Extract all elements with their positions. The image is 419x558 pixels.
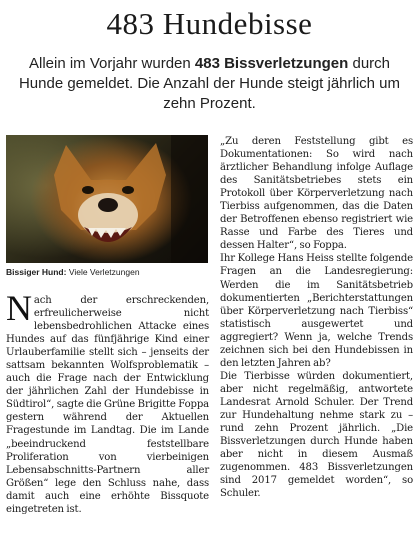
photo-caption xyxy=(6,267,216,278)
article-column-right xyxy=(220,135,413,500)
article-column-left xyxy=(6,288,209,516)
subhead-pre: Allein im Vorjahr wurden xyxy=(28,55,195,72)
dog-photo xyxy=(6,135,208,263)
headline: 483 Hundebisse xyxy=(106,6,313,41)
dog-photo-icon xyxy=(6,135,208,263)
lead-paragraph xyxy=(6,288,209,516)
subhead-bold: 483 Bissverletzungen xyxy=(194,55,349,72)
subheadline xyxy=(14,54,405,114)
subhead-post: durch Hunde gemeldet. Die Anzahl der Hunde steigt jährlich um zehn Prozent. xyxy=(18,55,401,112)
paragraph-2: Ihr Kollege Hans Heiss stellte folgende Fragen an die Landesregierung: Werden die im Sanitätsbetrieb dokumentierten „Berichterstattungen über Körperverletzung nach Tierbiss“ statistisch ausgewertet und aggregiert? Wenn ja, welche Trends zeichnen sich bei den Hundebissen in den letzten Jahren ab? xyxy=(220,253,413,369)
lead-text: ach der erschreckenden, erfreulicherweise nicht lebensbedrohlichen Attacke eines Hundes auf das fünfjährige Kind einer Urlauberfamilie stellt sich – jenseits der sattsam bekannten Wolfsproblematik – auch die Frage nach der Entwicklung der jährlichen Zahl der Hundebisse in Südtirol“, sagte die Grüne Brigitte Foppa gestern während der Aktuellen Fragestunde im Landtag. Die im Lande „beeindruckend feststellbare Proliferation von vierbeinigen Lebensabschnitts-Partnern aller Größen“ lege den Schluss nahe, dass damit auch eine erhöhte Bissquote eingetreten ist. xyxy=(6,295,209,515)
caption-text: Viele Verletzungen xyxy=(66,267,140,277)
paragraph-3: Die Tierbisse würden dokumentiert, aber nicht regelmäßig, antwortete Landesrat Arnold Schuler. Der Trend zur Hundehaltung nehme stark zu – rund zehn Prozent jährlich. „Die Bissverletzungen durch Hunde haben aber nicht in diesem Ausmaß zugenommen. 483 Bissverletzungen sind 2017 gemeldet worden“, so Schuler. xyxy=(220,370,413,500)
drop-cap: N xyxy=(6,288,32,328)
caption-label: Bissiger Hund: xyxy=(6,267,67,277)
paragraph-1: „Zu deren Feststellung gibt es Dokumentationen: So wird nach ärztlicher Behandlung infolge Auflage des Sanitätsbetriebes stets ein Protokoll über Körperverletzung nach Tierbiss aufgenommen, das die Daten der Betroffenen ebenso registriert wie Rasse und Farbe des Tieres und dessen Halter“, so Foppa. xyxy=(220,136,413,252)
